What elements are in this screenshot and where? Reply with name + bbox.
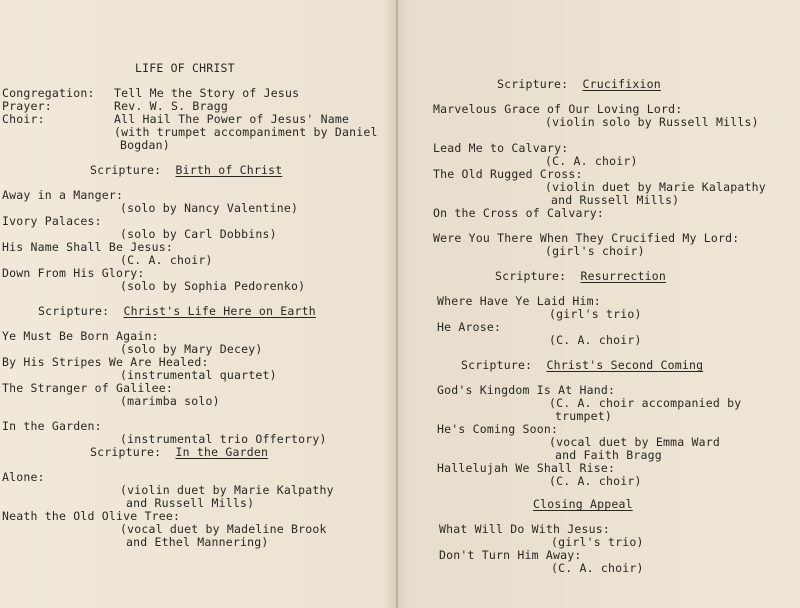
item-label: Prayer: [2, 99, 52, 113]
hymn-note: (girl's trio) [551, 535, 644, 549]
hymn-title: The Stranger of Galilee: [2, 381, 173, 395]
hymn-title: Don't Turn Him Away: [439, 548, 582, 562]
item-title: Tell Me the Story of Jesus [114, 86, 300, 100]
hymn-note: (solo by Sophia Pedorenko) [120, 279, 306, 293]
section-heading: Scripture: Birth of Christ [90, 163, 283, 177]
hymn-note: (C. A. choir) [120, 253, 213, 267]
hymn-note: (violin solo by Russell Mills) [545, 115, 759, 129]
hymn-title: Away in a Manger: [2, 188, 124, 202]
hymn-title: Ye Must Be Born Again: [2, 329, 159, 343]
hymn-note: (solo by Nancy Valentine) [120, 201, 299, 215]
hymn-note: (C. A. choir) [551, 561, 644, 575]
hymn-note: and Ethel Mannering) [126, 535, 269, 549]
hymn-note: (girl's choir) [545, 244, 645, 258]
hymn-title: God's Kingdom Is At Hand: [437, 383, 616, 397]
item-label: Congregation: [2, 86, 95, 100]
hymn-title: Alone: [2, 470, 45, 484]
hymn-note: (C. A. choir) [549, 333, 642, 347]
hymn-title: Where Have Ye Laid Him: [437, 294, 601, 308]
hymn-title: His Name Shall Be Jesus: [2, 240, 173, 254]
item-label: Choir: [2, 112, 45, 126]
hymn-title: What Will Do With Jesus: [439, 522, 610, 536]
section-heading: Scripture: Crucifixion [497, 77, 661, 91]
hymn-title: Were You There When They Crucified My Lord: [433, 231, 740, 245]
section-heading: Scripture: Christ's Second Coming [461, 358, 704, 372]
item-title: Rev. W. S. Bragg [114, 99, 228, 113]
hymn-title: Neath the Old Olive Tree: [2, 509, 181, 523]
hymn-note: and Russell Mills) [126, 496, 255, 510]
hymn-note: (solo by Mary Decey) [120, 342, 263, 356]
hymn-title: Marvelous Grace of Our Loving Lord: [433, 102, 683, 116]
section-heading: Closing Appeal [533, 497, 633, 511]
hymn-note: and Russell Mills) [551, 193, 680, 207]
hymn-note: (girl's trio) [549, 307, 642, 321]
section-heading: Scripture: Resurrection [495, 269, 666, 283]
hymn-title: He's Coming Soon: [437, 422, 559, 436]
item-note: (with trumpet accompaniment by Daniel [114, 125, 378, 139]
hymn-note: (instrumental quartet) [120, 368, 277, 382]
hymn-note: (vocal duet by Emma Ward [549, 435, 720, 449]
hymn-note: (C. A. choir) [549, 474, 642, 488]
hymn-title: In the Garden: [2, 419, 102, 433]
hymn-title: Hallelujah We Shall Rise: [437, 461, 616, 475]
hymn-note: and Faith Bragg [555, 448, 662, 462]
hymn-title: Ivory Palaces: [2, 214, 102, 228]
hymn-note: (C. A. choir accompanied by [549, 396, 742, 410]
hymn-note: trumpet) [555, 409, 612, 423]
hymn-note: (vocal duet by Madeline Brook [120, 522, 327, 536]
hymn-note: (C. A. choir) [545, 154, 638, 168]
hymn-title: He Arose: [437, 320, 502, 334]
item-title: All Hail The Power of Jesus' Name [114, 112, 350, 126]
hymn-note: (violin duet by Marie Kalpathy [120, 483, 334, 497]
hymn-note: (violin duet by Marie Kalapathy [545, 180, 766, 194]
hymn-title: On the Cross of Calvary: [433, 206, 604, 220]
hymn-note: (instrumental trio Offertory) [120, 432, 327, 446]
section-heading: Scripture: In the Garden [90, 445, 269, 459]
hymn-note: (solo by Carl Dobbins) [120, 227, 277, 241]
section-heading: Scripture: Christ's Life Here on Earth [38, 304, 316, 318]
item-note: Bogdan) [120, 138, 170, 152]
hymn-title: Lead Me to Calvary: [433, 141, 569, 155]
hymn-note: (marimba solo) [120, 394, 220, 408]
hymn-title: By His Stripes We Are Healed: [2, 355, 209, 369]
page-fold [396, 0, 398, 608]
hymn-title: The Old Rugged Cross: [433, 167, 583, 181]
page-title: LIFE OF CHRIST [135, 61, 235, 75]
hymn-title: Down From His Glory: [2, 266, 145, 280]
